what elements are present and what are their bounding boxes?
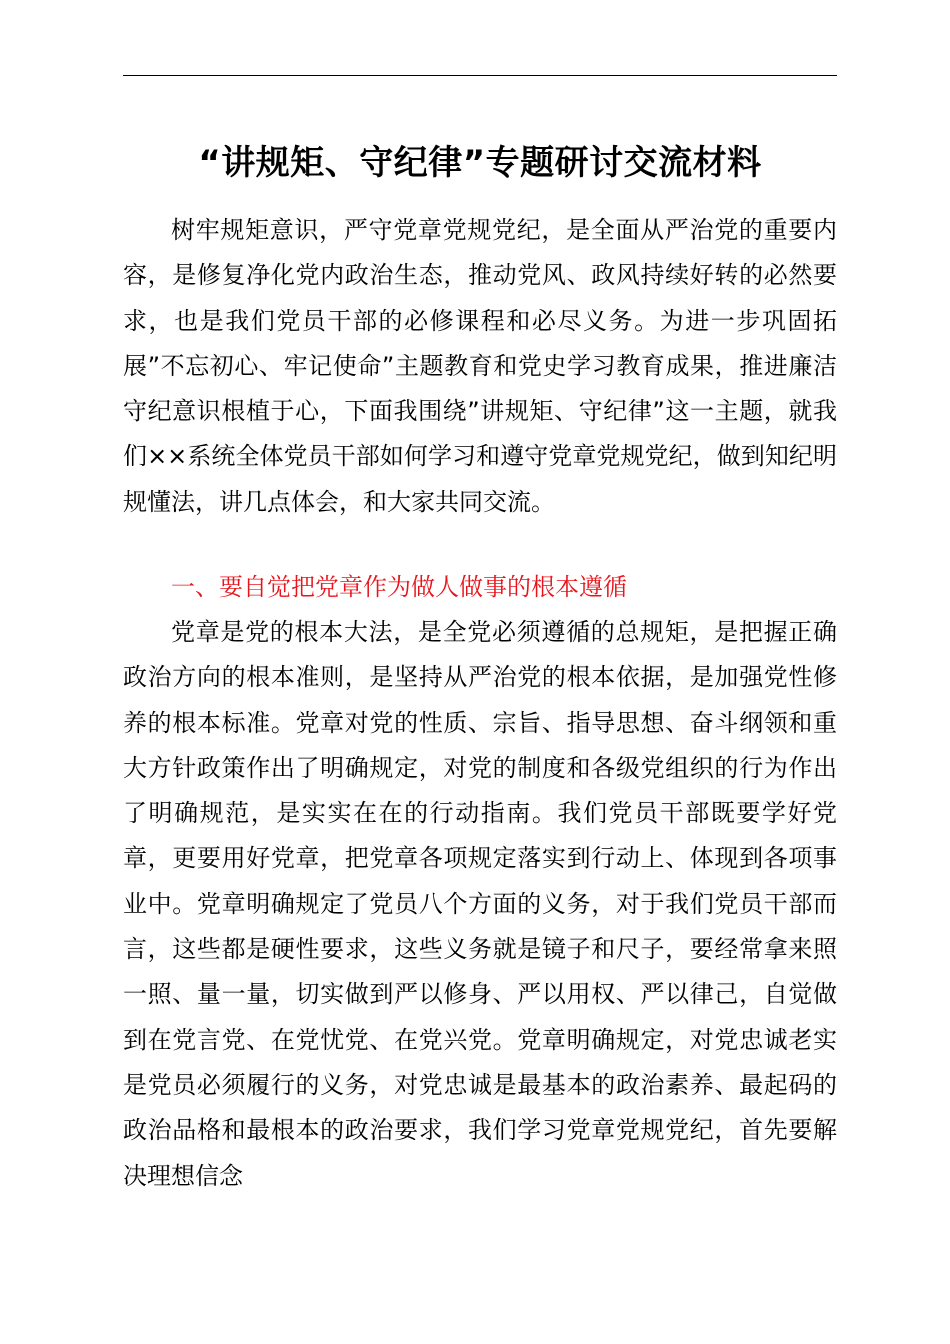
section-1-paragraph: 党章是党的根本大法，是全党必须遵循的总规矩，是把握正确政治方向的根本准则，是坚持从严治党的根本依据，是加强党性修养的根本标准。党章对党的性质、宗旨、指导思想、奋斗纲领和重大方针政策作出了明确规定，对党的制度和各级党组织的行为作出了明确规范，是实实在在的行动指南。我们党员干部既要学好党章，更要用好党章，把党章各项规定落实到行动上、体现到各项事业中。党章明确规定了党员八个方面的义务，对于我们党员干部而言，这些都是硬性要求，这些义务就是镜子和尺子，要经常拿来照一照、量一量，切实做到严以修身、严以用权、严以律己，自觉做到在党言党、在党忧党、在党兴党。党章明确规定，对党忠诚老实是党员必须履行的义务，对党忠诚是最基本的政治素养、最起码的政治品格和最根本的政治要求，我们学习党章党规党纪，首先要解决理想信念 [123,618,837,1190]
section-heading-1: 一、要自觉把党章作为做人做事的根本遵循 [171,573,627,601]
header-rule [123,75,837,76]
document-title: “讲规矩、守纪律”专题研讨交流材料 [198,143,762,183]
intro-paragraph: 树牢规矩意识，严守党章党规党纪，是全面从严治党的重要内容，是修复净化党内政治生态，推动党风、政风持续好转的必然要求，也是我们党员干部的必修课程和必尽义务。为进一步巩固拓展”不忘初心、牢记使命”主题教育和党史学习教育成果，推进廉洁守纪意识根植于心，下面我围绕”讲规矩、守纪律”这一主题，就我们××系统全体党员干部如何学习和遵守党章党规党纪，做到知纪明规懂法，讲几点体会，和大家共同交流。 [123,216,837,516]
